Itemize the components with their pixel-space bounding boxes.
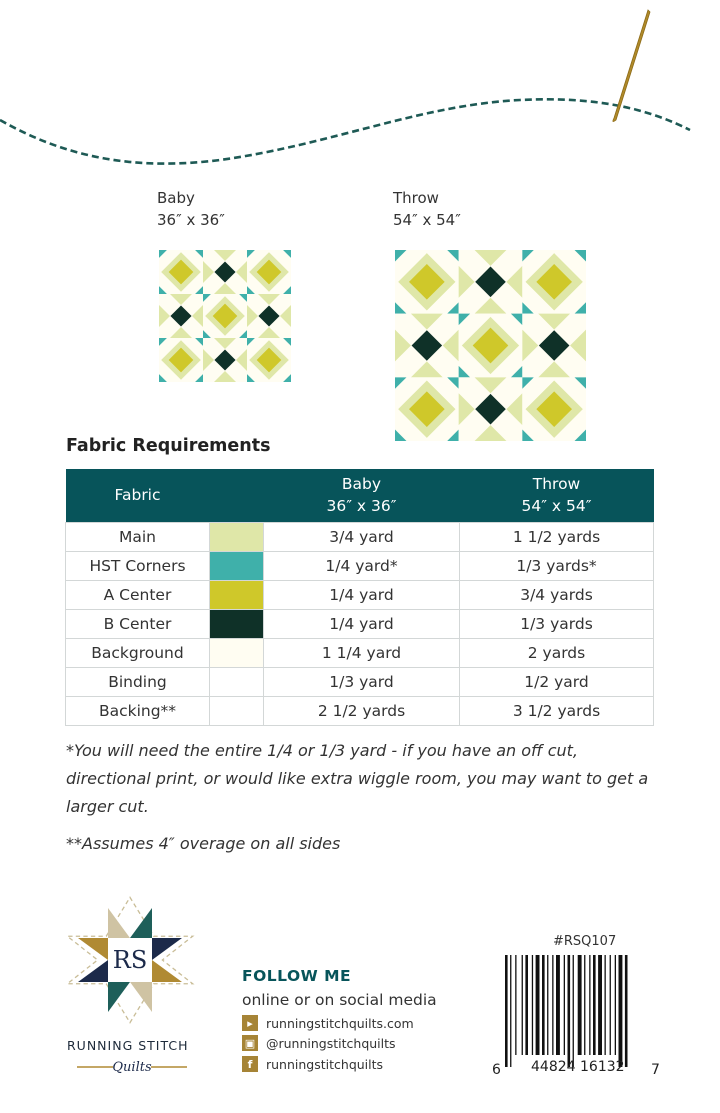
follow-me-subtitle: online or on social media (242, 991, 437, 1009)
fabric-name: Main (66, 522, 210, 551)
throw-amount: 1/3 yards* (460, 551, 654, 580)
color-chip (210, 697, 263, 725)
header-throw-name: Throw (532, 475, 581, 494)
color-chip (210, 552, 263, 580)
table-row (66, 667, 654, 696)
table-row (66, 580, 654, 609)
throw-amount: 3/4 yards (460, 580, 654, 609)
throw-amount: 1/3 yards (460, 609, 654, 638)
fabric-name: Background (66, 638, 210, 667)
table-row (66, 551, 654, 580)
fabric-swatch (210, 638, 264, 667)
website-link[interactable] (242, 1015, 414, 1031)
table-row (66, 609, 654, 638)
color-chip (210, 668, 263, 696)
color-chip (210, 523, 263, 551)
table-row (66, 522, 654, 551)
throw-amount: 3 1/2 yards (460, 696, 654, 725)
fabric-swatch (210, 696, 264, 725)
fabric-swatch (210, 667, 264, 696)
instagram-text: @runningstitchquilts (266, 1035, 396, 1051)
baby-amount: 3/4 yard (264, 522, 460, 551)
monogram: RS (112, 946, 148, 974)
header-fabric: Fabric (66, 469, 210, 522)
fabric-name: Binding (66, 667, 210, 696)
facebook-icon: f (242, 1056, 258, 1072)
cursor-icon: ▸ (242, 1015, 258, 1031)
baby-amount: 1/4 yard (264, 609, 460, 638)
brand-sub-quilts (77, 1057, 187, 1075)
svg-text:Quilts: Quilts (112, 1060, 152, 1075)
table-row (66, 696, 654, 725)
header-throw-dims: 54″ x 54″ (521, 497, 592, 516)
baby-dims: 36″ x 36″ (157, 211, 225, 229)
table-header-row (66, 469, 654, 522)
baby-amount: 1/4 yard* (264, 551, 460, 580)
baby-quilt-diagram (159, 250, 291, 382)
barcode (505, 955, 655, 1067)
fabric-name: B Center (66, 609, 210, 638)
header-throw (460, 469, 654, 522)
baby-amount: 1 1/4 yard (264, 638, 460, 667)
color-chip (210, 610, 263, 638)
color-chip (210, 639, 263, 667)
baby-amount: 1/3 yard (264, 667, 460, 696)
barcode-digits-right: 16132 (580, 1059, 625, 1075)
product-sku: #RSQ107 (553, 934, 617, 949)
throw-quilt-diagram (395, 249, 586, 442)
throw-amount: 2 yards (460, 638, 654, 667)
stitch-line-needle-decoration (0, 0, 720, 170)
running-stitch-star-logo (60, 895, 200, 1025)
facebook-text: runningstitchquilts (266, 1056, 384, 1072)
brand-name: RUNNING STITCH (67, 1038, 189, 1053)
footnote-double-asterisk: **Assumes 4″ overage on all sides (66, 834, 341, 853)
throw-amount: 1 1/2 yards (460, 522, 654, 551)
header-baby-name: Baby (341, 475, 382, 494)
header-baby-dims: 36″ x 36″ (326, 497, 397, 516)
fabric-requirements-table (65, 469, 654, 726)
footnote-single-asterisk: *You will need the entire 1/4 or 1/3 yard - if you have an off cut, directional print, or would like extra wiggle room, you may want to get a larger cut. (66, 741, 649, 816)
needle-icon (613, 10, 650, 122)
barcode-digit-check: 7 (651, 1062, 660, 1078)
facebook-link[interactable] (242, 1056, 383, 1072)
throw-size-label (393, 187, 461, 231)
header-swatch (210, 469, 264, 522)
fabric-swatch (210, 522, 264, 551)
throw-amount: 1/2 yard (460, 667, 654, 696)
website-text: runningstitchquilts.com (266, 1015, 414, 1031)
follow-me-title: FOLLOW ME (242, 967, 352, 985)
header-baby (264, 469, 460, 522)
throw-dims: 54″ x 54″ (393, 211, 461, 229)
fabric-swatch (210, 609, 264, 638)
fabric-requirements-title: Fabric Requirements (66, 436, 271, 456)
baby-name: Baby (157, 189, 195, 207)
barcode-digits-left: 44824 (531, 1059, 576, 1075)
fabric-name: Backing** (66, 696, 210, 725)
fabric-name: A Center (66, 580, 210, 609)
fabric-swatch (210, 551, 264, 580)
fabric-swatch (210, 580, 264, 609)
color-chip (210, 581, 263, 609)
table-row (66, 638, 654, 667)
barcode-digit-lead: 6 (492, 1062, 501, 1078)
instagram-link[interactable] (242, 1035, 396, 1051)
baby-size-label (157, 187, 225, 231)
fabric-name: HST Corners (66, 551, 210, 580)
throw-name: Throw (393, 189, 439, 207)
baby-amount: 2 1/2 yards (264, 696, 460, 725)
instagram-icon: ▣ (242, 1035, 258, 1051)
baby-amount: 1/4 yard (264, 580, 460, 609)
